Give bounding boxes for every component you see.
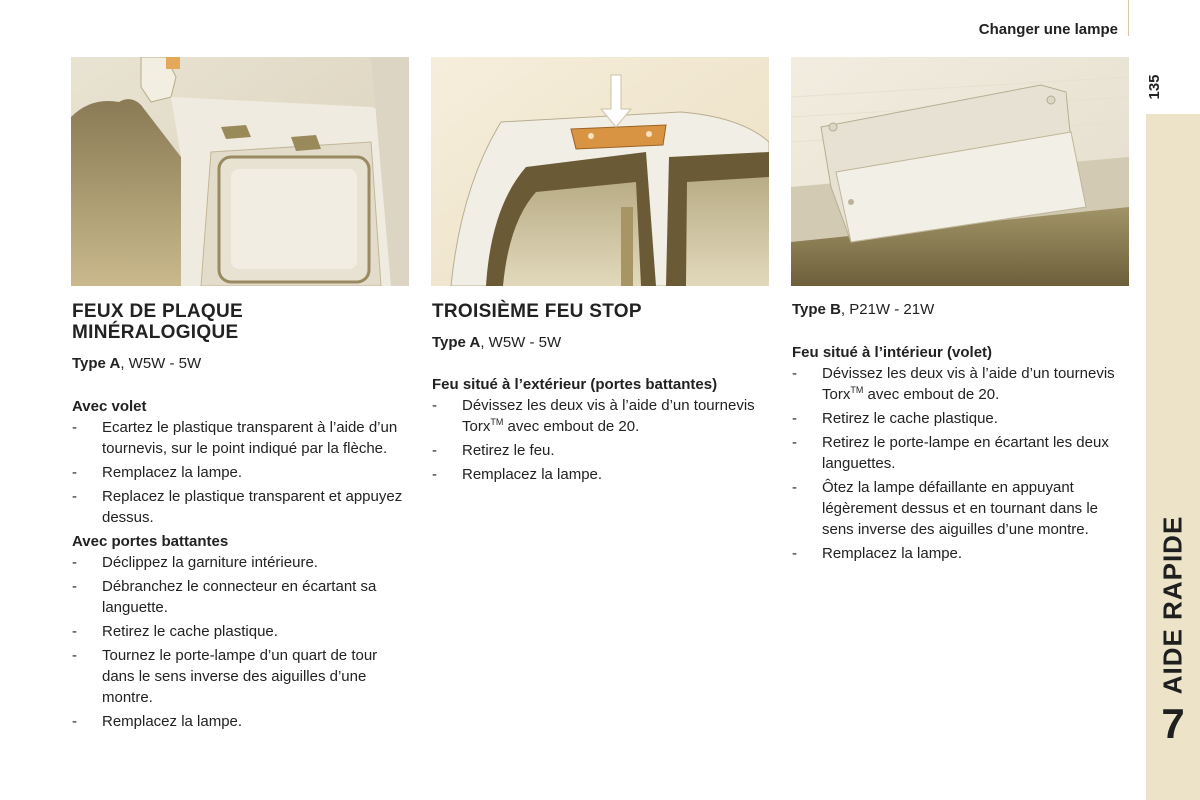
- subheading-interior: Feu situé à l’intérieur (volet): [792, 344, 993, 361]
- steps-swing-doors: [72, 552, 410, 732]
- column-brake-light-exterior: [432, 301, 770, 488]
- subheading-swing-doors: Avec portes battantes: [72, 533, 229, 550]
- section-title-third-brake-light: TROISIÈME FEU STOP: [432, 301, 642, 322]
- list-item: - Retirez le cache plastique.: [72, 621, 410, 642]
- list-item: - Débranchez le connecteur en écartant sa languette.: [72, 576, 410, 618]
- list-item: - Retirez le cache plastique.: [792, 408, 1122, 429]
- list-item: - Replacez le plastique transparent et appuyez dessus.: [72, 486, 410, 528]
- list-item: - Ecartez le plastique transparent à l’aide d’un tournevis, sur le point indiqué par la flèche.: [72, 417, 410, 459]
- list-item: - Remplacez la lampe.: [72, 462, 410, 483]
- header-divider: [1128, 0, 1129, 36]
- subheading-exterior: Feu situé à l’extérieur (portes battantes): [432, 376, 718, 393]
- list-item: - Remplacez la lampe.: [792, 543, 1122, 564]
- bulb-type-value: , P21W - 21W: [840, 301, 935, 318]
- bulb-type-label: Type B: [792, 301, 841, 318]
- trademark-mark: TM: [850, 385, 864, 395]
- step-text: Dévissez les deux vis à l’aide d’un tournevis Torx: [462, 397, 755, 435]
- list-item: - Retirez le feu.: [432, 440, 770, 461]
- illustration-plate-lamp: [71, 57, 409, 286]
- page-number: 135: [1146, 74, 1163, 100]
- step-text: avec embout de 20.: [863, 386, 1000, 403]
- section-title-plate-lamp: [72, 301, 410, 343]
- bulb-type-value: , W5W - 5W: [120, 355, 202, 372]
- step-text: avec embout de 20.: [503, 418, 640, 435]
- list-item: - Remplacez la lampe.: [72, 711, 410, 732]
- bulb-type-label: Type A: [72, 355, 121, 372]
- bulb-type: [792, 299, 1122, 320]
- list-item: - Retirez le porte-lampe en écartant les deux languettes.: [792, 432, 1122, 474]
- illustration-brake-light-interior: [791, 57, 1129, 286]
- title-line-2: MINÉRALOGIQUE: [72, 322, 239, 343]
- plate-lamp-drawing: [71, 57, 409, 286]
- step-text: Dévissez les deux vis à l’aide d’un tournevis Torx: [822, 365, 1115, 403]
- trademark-mark: TM: [490, 417, 504, 427]
- subheading-with-flap: Avec volet: [72, 398, 147, 415]
- column-brake-light-interior: [792, 299, 1122, 567]
- illustration-brake-light-exterior: [431, 57, 769, 286]
- bulb-type: [72, 353, 410, 374]
- list-item: - Ôtez la lampe défaillante en appuyant légèrement dessus et en tournant dans le sens inverse des aiguilles d’une montre.: [792, 477, 1122, 540]
- title-line-1: FEUX DE PLAQUE: [72, 301, 243, 322]
- steps-with-flap: [72, 417, 410, 528]
- list-item: [792, 363, 1122, 405]
- list-item: - Déclippez la garniture intérieure.: [72, 552, 410, 573]
- bulb-type: [432, 332, 770, 353]
- brake-light-exterior-drawing: [431, 57, 769, 286]
- bulb-type-value: , W5W - 5W: [480, 334, 562, 351]
- chapter-tab-label: AIDE RAPIDE: [1157, 515, 1188, 695]
- chapter-number: 7: [1161, 700, 1185, 747]
- bulb-type-label: Type A: [432, 334, 481, 351]
- list-item: - Tournez le porte-lampe d’un quart de tour dans le sens inverse des aiguilles d’une montre.: [72, 645, 410, 708]
- steps-interior: [792, 363, 1122, 564]
- page-header-title: Changer une lampe: [978, 21, 1118, 38]
- brake-light-interior-drawing: [791, 57, 1129, 286]
- column-plate-lamp: [72, 301, 410, 735]
- steps-exterior: [432, 395, 770, 485]
- list-item: - Remplacez la lampe.: [432, 464, 770, 485]
- list-item: [432, 395, 770, 437]
